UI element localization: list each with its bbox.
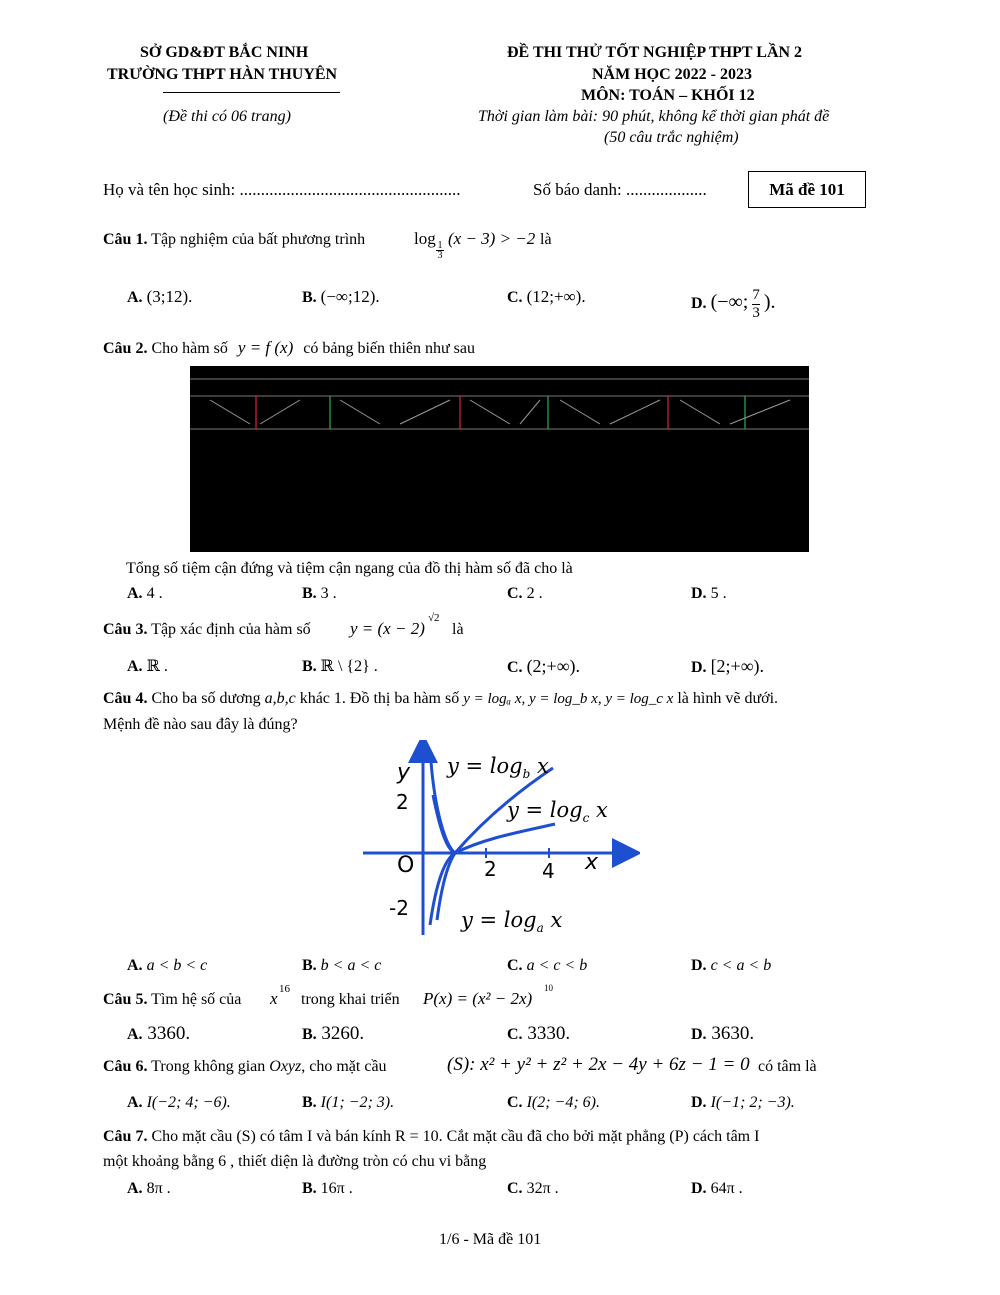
q5-d-text: 3630. xyxy=(711,1023,755,1044)
q4-d-text: c < a < b xyxy=(710,957,772,974)
graph-tick-2: 2 xyxy=(484,857,497,881)
q4-c-label: C. xyxy=(507,957,523,974)
q1-b-label: B. xyxy=(302,289,317,306)
graph-label-b-text: y = log xyxy=(447,754,523,778)
q2-option-c[interactable] xyxy=(507,585,543,603)
q7-c-label: C. xyxy=(507,1180,523,1197)
q1-base-den: 3 xyxy=(437,250,443,261)
q1-d-label: D. xyxy=(691,295,707,313)
q5-label: Câu 5. xyxy=(103,991,148,1008)
q3-d-text: [2;+∞). xyxy=(710,656,765,676)
q4-text2: khác 1. Đồ thị ba hàm số xyxy=(299,690,460,707)
q5-a-text: 3360. xyxy=(147,1023,191,1044)
q4-a-text: a < b < c xyxy=(146,957,208,974)
school-name: TRƯỜNG THPT HÀN THUYÊN xyxy=(107,66,338,83)
q5-d-label: D. xyxy=(691,1026,707,1043)
q2-stem xyxy=(103,338,475,358)
graph-tick-yneg2: -2 xyxy=(389,896,409,920)
q4-option-a[interactable] xyxy=(127,957,207,975)
q6-tail: có tâm là xyxy=(758,1058,817,1075)
q7-label: Câu 7. xyxy=(103,1128,148,1145)
q6-option-c[interactable] xyxy=(507,1094,600,1112)
q6-d-text: I(−1; 2; −3). xyxy=(710,1094,795,1111)
q7-a-text: 8π . xyxy=(146,1180,171,1197)
subject: MÔN: TOÁN – KHỐI 12 xyxy=(581,87,755,104)
q3-stem xyxy=(103,621,311,639)
q3-c-label: C. xyxy=(507,659,523,676)
q5-option-d[interactable] xyxy=(691,1023,754,1045)
q6-stem xyxy=(103,1058,387,1076)
q2-option-d[interactable] xyxy=(691,585,727,603)
q7-b-label: B. xyxy=(302,1180,317,1197)
q4-line2: Mệnh đề nào sau đây là đúng? xyxy=(103,716,298,733)
question-count: (50 câu trắc nghiệm) xyxy=(604,129,739,146)
q4-c-text: a < c < b xyxy=(526,957,588,974)
graph-label-c-sub: c xyxy=(582,811,590,826)
q4-text1: Cho ba số dương xyxy=(151,690,261,707)
q6-expr: (S): x² + y² + z² + 2x − 4y + 6z − 1 = 0 xyxy=(447,1054,750,1075)
q5-exp10: 10 xyxy=(544,983,553,993)
graph-label-a-text: y = log xyxy=(461,908,537,932)
q6-text2: , cho mặt cầu xyxy=(301,1058,387,1075)
q1-label: Câu 1. xyxy=(103,231,148,248)
q3-a-text: ℝ . xyxy=(146,658,168,675)
q7-option-d[interactable] xyxy=(691,1180,743,1198)
graph-label-c-x: x xyxy=(596,798,608,822)
q1-a-text: (3;12). xyxy=(146,287,193,306)
q1-expression xyxy=(414,229,436,249)
graph-label-b-sub: b xyxy=(522,767,531,782)
q7-c-text: 32π . xyxy=(526,1180,559,1197)
graph-origin: O xyxy=(397,853,415,878)
q3-tail: là xyxy=(452,621,464,638)
exam-title: ĐỀ THI THỬ TỐT NGHIỆP THPT LẦN 2 xyxy=(507,44,803,61)
q5-option-b[interactable] xyxy=(302,1023,364,1045)
q6-b-text: I(1; −2; 3). xyxy=(320,1094,395,1111)
q6-option-a[interactable] xyxy=(127,1094,231,1112)
q7-option-c[interactable] xyxy=(507,1180,559,1198)
exam-code-box: Mã đề 101 xyxy=(748,171,866,208)
q2-c-label: C. xyxy=(507,585,523,602)
q2-label: Câu 2. xyxy=(103,340,148,357)
q5-option-c[interactable] xyxy=(507,1023,570,1045)
q5-text: Tìm hệ số của xyxy=(151,991,242,1008)
q2-after-text: Tổng số tiệm cận đứng và tiệm cận ngang của đồ thị hàm số đã cho là xyxy=(126,560,573,577)
graph-y-label: y xyxy=(397,760,411,785)
graph-label-b-x: x xyxy=(537,754,549,778)
q2-a-text: 4 . xyxy=(146,585,163,602)
variation-table-image xyxy=(190,366,809,552)
q5-stem xyxy=(103,991,241,1009)
q4-b-text: b < a < c xyxy=(320,957,382,974)
q7-stem xyxy=(103,1128,759,1146)
graph-label-c-text: y = log xyxy=(507,798,583,822)
q7-d-text: 64π . xyxy=(710,1180,743,1197)
q1-log-base xyxy=(436,241,444,260)
q1-log: log xyxy=(414,229,436,248)
page-footer: 1/6 - Mã đề 101 xyxy=(439,1231,542,1248)
q4-d-label: D. xyxy=(691,957,707,974)
q3-option-c[interactable] xyxy=(507,656,580,677)
q6-b-label: B. xyxy=(302,1094,317,1111)
q1-d-post: ). xyxy=(763,291,776,314)
q2-d-label: D. xyxy=(691,585,707,602)
q6-option-b[interactable] xyxy=(302,1094,394,1112)
graph-label-a-x: x xyxy=(550,908,563,932)
q4-a-label: A. xyxy=(127,957,143,974)
q5-tail: trong khai triển xyxy=(301,991,400,1008)
q3-b-text: ℝ \ {2} . xyxy=(320,658,378,675)
q1-b-text: (−∞;12). xyxy=(320,287,380,306)
q5-c-text: 3330. xyxy=(527,1023,571,1044)
time-note: Thời gian làm bài: 90 phút, không kể thời gian phát đề xyxy=(478,108,830,125)
q4-funcs: y = logₐ x, y = log_b x, y = log_c x xyxy=(463,691,674,707)
q1-option-d[interactable] xyxy=(691,287,776,322)
q3-c-text: (2;+∞). xyxy=(526,656,581,676)
q4-text3: là hình vẽ dưới. xyxy=(677,690,779,707)
header-underline xyxy=(163,92,340,93)
q1-d-num: 7 xyxy=(752,287,760,303)
q7-option-a[interactable] xyxy=(127,1180,171,1198)
graph-label-a xyxy=(461,908,562,935)
q5-x: x xyxy=(270,989,278,1008)
q6-d-label: D. xyxy=(691,1094,707,1111)
q2-c-text: 2 . xyxy=(526,585,543,602)
school-year: NĂM HỌC 2022 - 2023 xyxy=(592,66,752,83)
q2-expr: y = f (x) xyxy=(237,338,294,357)
q2-text: Cho hàm số xyxy=(151,340,228,357)
graph-label-c xyxy=(507,798,608,825)
q1-option-b[interactable] xyxy=(302,287,380,307)
q1-stem xyxy=(103,231,365,249)
q4-stem xyxy=(103,690,778,708)
q2-option-a[interactable] xyxy=(127,585,163,603)
q3-exponent: √2 xyxy=(428,612,440,624)
q2-b-label: B. xyxy=(302,585,317,602)
q6-text: Trong không gian xyxy=(151,1058,266,1075)
q3-label: Câu 3. xyxy=(103,621,148,638)
q5-expr: P(x) = (x² − 2x) xyxy=(423,989,533,1008)
q1-d-den: 3 xyxy=(752,305,760,321)
q3-text: Tập xác định của hàm số xyxy=(151,621,311,638)
q1-c-text: (12;+∞). xyxy=(526,287,586,306)
q4-label: Câu 4. xyxy=(103,690,148,707)
q2-tail: có bảng biến thiên như sau xyxy=(303,340,476,357)
q7-line1: Cho mặt cầu (S) có tâm I và bán kính R = 10. Cắt mặt cầu đã cho bởi mặt phẳng (P) cách tâm I xyxy=(151,1128,760,1145)
q3-d-label: D. xyxy=(691,659,707,676)
q1-option-a[interactable] xyxy=(127,287,192,307)
q3-b-label: B. xyxy=(302,658,317,675)
school-department: SỞ GD&ĐT BẮC NINH xyxy=(140,44,309,61)
q4-option-c[interactable] xyxy=(507,957,587,975)
q1-inequality: (x − 3) > −2 xyxy=(448,229,536,248)
q3-option-d[interactable] xyxy=(691,656,764,677)
q1-text: Tập nghiệm của bất phương trình xyxy=(151,231,366,248)
q7-line2: một khoảng bằng 6 , thiết diện là đường tròn có chu vi bằng xyxy=(103,1153,487,1170)
q6-label: Câu 6. xyxy=(103,1058,148,1075)
q3-option-a[interactable] xyxy=(127,656,168,676)
q3-expr: y = (x − 2) xyxy=(350,619,425,638)
q7-b-text: 16π . xyxy=(320,1180,353,1197)
q6-option-d[interactable] xyxy=(691,1094,795,1112)
graph-label-a-sub: a xyxy=(536,921,544,936)
variation-table-svg xyxy=(190,366,809,552)
q5-b-text: 3260. xyxy=(321,1023,365,1044)
q2-d-text: 5 . xyxy=(710,585,727,602)
q6-c-label: C. xyxy=(507,1094,523,1111)
q1-d-fraction xyxy=(752,287,760,322)
graph-tick-4: 4 xyxy=(542,859,555,883)
student-id-field: Số báo danh: ................... xyxy=(533,180,707,199)
q6-a-text: I(−2; 4; −6). xyxy=(146,1094,231,1111)
q5-exp16: 16 xyxy=(279,983,290,995)
q2-option-b[interactable] xyxy=(302,585,337,603)
q7-d-label: D. xyxy=(691,1180,707,1197)
q5-option-a[interactable] xyxy=(127,1023,190,1045)
q5-c-label: C. xyxy=(507,1026,523,1043)
q2-a-label: A. xyxy=(127,585,143,602)
q1-d-pre: (−∞; xyxy=(710,291,749,314)
q6-a-label: A. xyxy=(127,1094,143,1111)
q5-a-label: A. xyxy=(127,1026,143,1043)
q4-option-b[interactable] xyxy=(302,957,381,975)
q4-b-label: B. xyxy=(302,957,317,974)
q1-a-label: A. xyxy=(127,289,143,306)
q3-option-b[interactable] xyxy=(302,656,378,676)
graph-label-b xyxy=(447,754,549,781)
graph-tick-y2: 2 xyxy=(396,790,409,814)
q3-a-label: A. xyxy=(127,658,143,675)
q7-option-b[interactable] xyxy=(302,1180,353,1198)
q4-abc: a,b,c xyxy=(264,690,296,707)
q1-c-label: C. xyxy=(507,289,523,306)
q5-b-label: B. xyxy=(302,1026,317,1043)
q6-oxyz: Oxyz xyxy=(269,1058,302,1075)
q1-option-c[interactable] xyxy=(507,287,586,307)
q2-b-text: 3 . xyxy=(320,585,337,602)
graph-x-label: x xyxy=(585,850,599,875)
q7-a-label: A. xyxy=(127,1180,143,1197)
q1-tail: là xyxy=(540,231,552,248)
q1-base-num: 1 xyxy=(437,240,443,251)
student-name-field: Họ và tên học sinh: .................................................... xyxy=(103,180,461,199)
page-count-note: (Đề thi có 06 trang) xyxy=(163,108,291,125)
q6-c-text: I(2; −4; 6). xyxy=(526,1094,600,1111)
q4-option-d[interactable] xyxy=(691,957,771,975)
